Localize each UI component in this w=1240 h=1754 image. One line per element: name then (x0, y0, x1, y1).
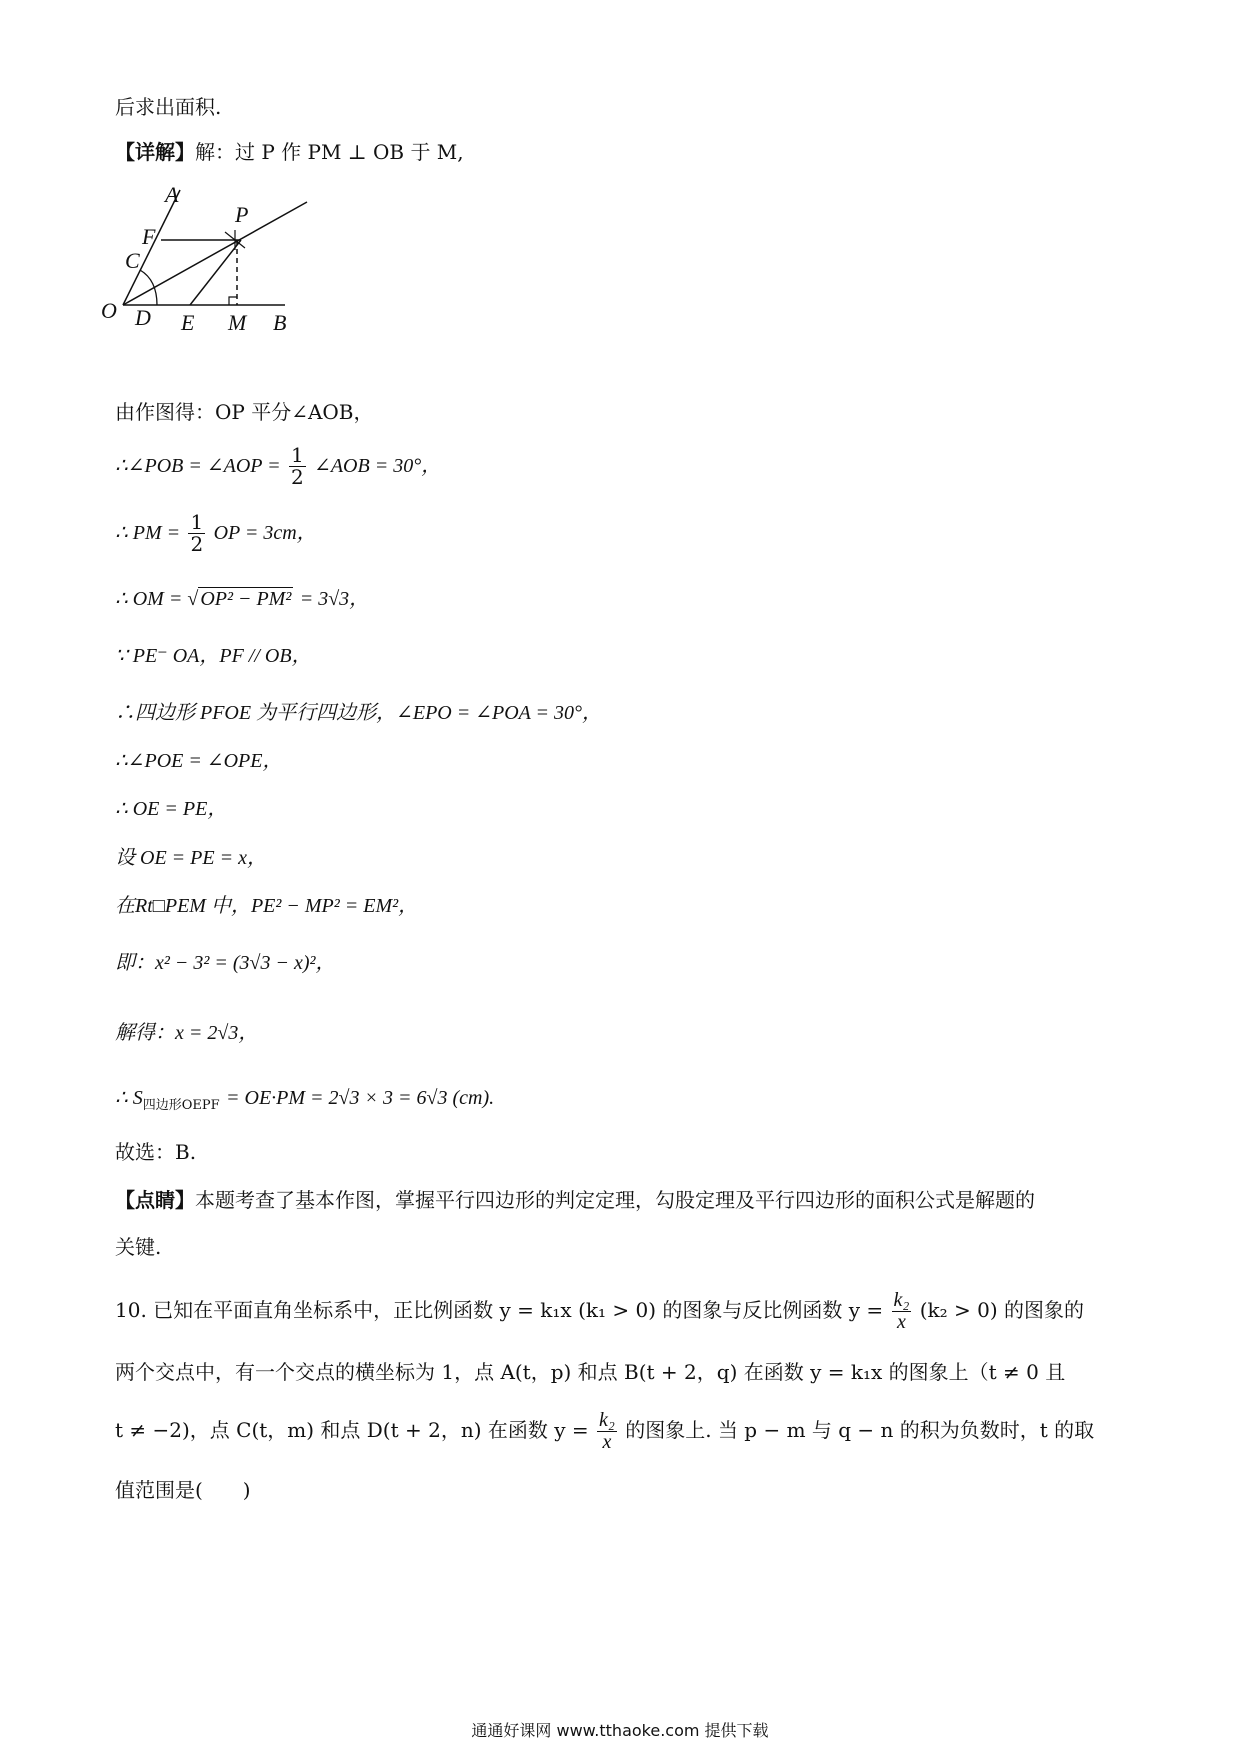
eq6-radicand: OP² − PM² (200, 588, 292, 610)
q10-line3-b: 的图象上. 当 p − m 与 q − n 的积为负数时，t 的取 (625, 1418, 1095, 1442)
equation-line-12: 在Rt□PEM 中，PE² − MP² = EM²， (115, 895, 419, 917)
label-P: P (235, 202, 249, 227)
geometry-figure (95, 180, 335, 340)
label-O: O (101, 298, 117, 323)
question-10-line-3 (115, 1410, 1094, 1453)
equation-line-9: ∴∠POE = ∠OPE， (115, 750, 283, 772)
comment-text: 本题考查了基本作图，掌握平行四边形的判定定理，勾股定理及平行四边形的面积公式是解题的 (195, 1188, 1035, 1212)
label-M: M (228, 310, 247, 335)
eq6-right: = 3√3， (299, 588, 370, 610)
label-A: A (165, 182, 179, 207)
label-D: D (135, 305, 151, 330)
detail-text: 解：过 P 作 PM ⊥ OB 于 M, (195, 140, 464, 164)
area-expression: = OE·PM = 2√3 × 3 = 6√3 (cm). (226, 1087, 495, 1109)
label-F: F (142, 224, 156, 249)
answer-line: 故选：B. (115, 1140, 197, 1164)
eq6-left: ∴ OM = √ (115, 588, 199, 610)
label-B: B (273, 310, 287, 335)
question-10-line-2: 两个交点中，有一个交点的横坐标为 1，点 A(t，p) 和点 B(t + 2，q) 在函数 y = k₁x 的图象上（t ≠ 0 且 (115, 1360, 1066, 1384)
right-angle-mark (229, 297, 237, 305)
equation-line-10: ∴ OE = PE， (115, 798, 228, 820)
equation-line-15 (115, 1085, 494, 1114)
fraction-k2-over-x-2: $\frac{\text{k₂}}{x}$ (599, 1409, 615, 1453)
fraction-k2-over-x: $\frac{\text{k₂}}{x}$ (893, 1289, 910, 1333)
eq4-right: ∠AOB = 30°， (314, 455, 442, 477)
equation-line-8: ∴四边形 PFOE 为平行四边形，∠EPO = ∠POA = 30°， (115, 702, 602, 724)
equation-line-7: ∵ PE⁻ OA，PF // OB， (115, 645, 312, 667)
q10-line3-a: t ≠ −2)，点 C(t，m) 和点 D(t + 2，n) 在函数 y = (115, 1418, 589, 1442)
detail-line (115, 140, 464, 164)
detail-tag: 【详解】 (115, 140, 195, 164)
ray-OP (123, 202, 307, 305)
eq5-right: OP = 3cm， (213, 522, 317, 544)
q10-part-b: (k₂ > 0) 的图象的 (919, 1298, 1084, 1322)
equation-line-5 (115, 512, 317, 555)
fraction-half: $\frac{1}{2}$ (290, 443, 304, 489)
text-line-3: 由作图得：OP 平分∠AOB， (115, 400, 374, 424)
question-10-line-4: 值范围是( ) (115, 1478, 251, 1502)
equation-line-6 (115, 586, 369, 611)
label-C: C (125, 248, 140, 273)
comment-line (115, 1188, 1035, 1212)
equation-line-4 (115, 445, 441, 488)
equation-line-14: 解得：x = 2√3， (115, 1022, 259, 1044)
page-footer: 通通好课网 www.tthaoke.com 提供下载 (471, 1721, 769, 1740)
comment-line-2: 关键. (115, 1235, 162, 1259)
fraction-half-2: $\frac{1}{2}$ (190, 510, 204, 556)
arc-CD (140, 270, 157, 305)
label-E: E (181, 310, 195, 335)
text-line-1: 后求出面积. (115, 95, 222, 119)
area-subscript: 四边形OEPF (142, 1098, 220, 1113)
comment-tag: 【点睛】 (115, 1188, 195, 1212)
area-symbol: ∴ S (115, 1087, 143, 1109)
question-10-line-1 (115, 1290, 1084, 1333)
equation-line-13: 即：x² − 3² = (3√3 − x)²， (115, 952, 336, 974)
eq4-left: ∴∠POB = ∠AOP = (115, 455, 281, 477)
equation-line-11: 设 OE = PE = x， (115, 847, 267, 869)
q10-part-a: 10. 已知在平面直角坐标系中，正比例函数 y = k₁x (k₁ > 0) 的图象与反比例函数 y = (115, 1298, 884, 1322)
eq5-left: ∴ PM = (115, 522, 181, 544)
segment-PE (190, 240, 241, 305)
